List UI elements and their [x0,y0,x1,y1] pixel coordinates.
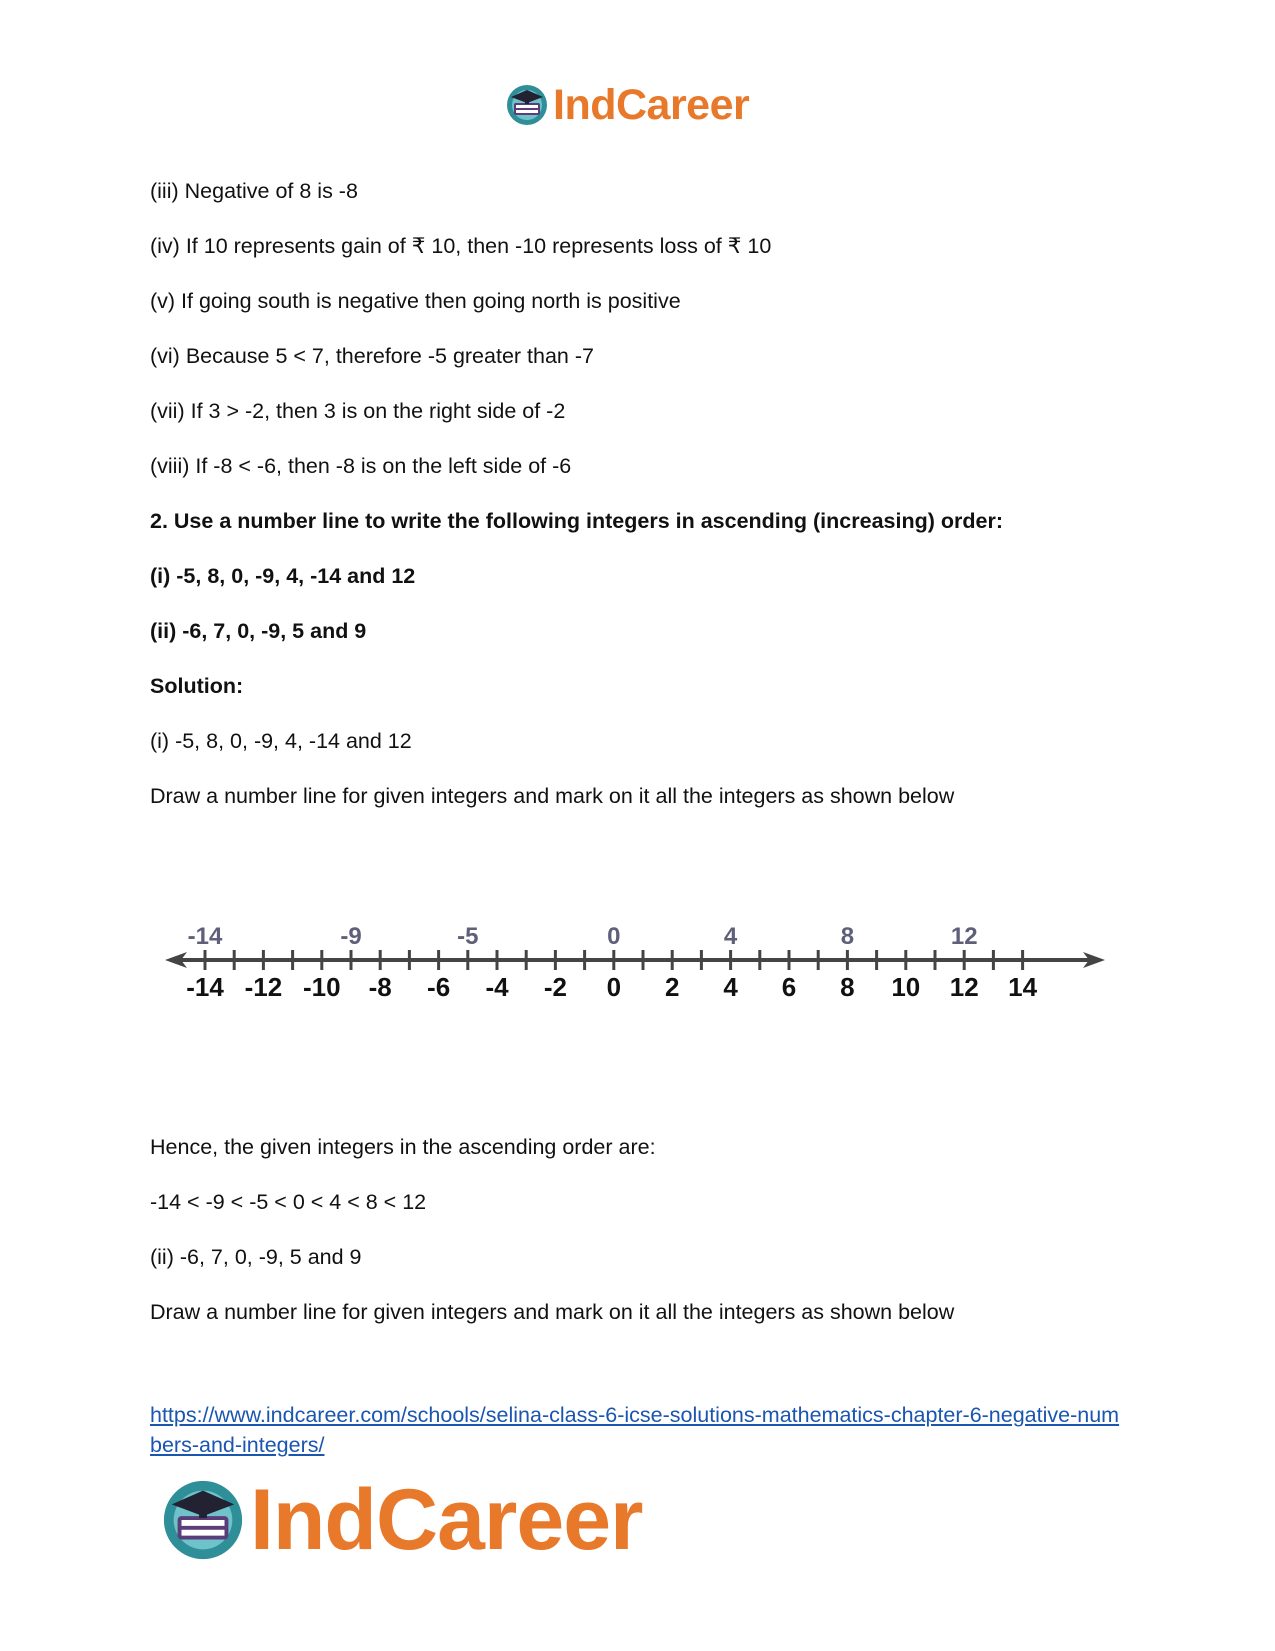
solution-heading: Solution: [150,674,244,698]
marked-integer-label: 4 [723,923,738,950]
source-link[interactable]: https://www.indcareer.com/schools/selina-class-6-icse-solutions-mathematics-chapter-6-negative-numbers-and-integers/ [150,1403,1120,1457]
text-line: (iv) If 10 represents gain of ₹ 10, then -10 represents loss of ₹ 10 [150,234,772,258]
tick-label: -12 [244,972,283,1002]
text-line: (vii) If 3 > -2, then 3 is on the right side of -2 [150,399,566,423]
text-line: (viii) If -8 < -6, then -8 is on the left side of -6 [150,454,572,478]
tick-label: 0 [606,972,622,1002]
text-line: (i) -5, 8, 0, -9, 4, -14 and 12 [150,729,412,753]
marked-integer-label: -9 [340,923,362,950]
tick-label: 10 [891,972,921,1002]
number-line-diagram [165,905,1110,1015]
text-line: Hence, the given integers in the ascending order are: [150,1135,656,1159]
question-part: (i) -5, 8, 0, -9, 4, -14 and 12 [150,564,416,588]
graduation-cap-book-icon [160,1477,246,1563]
marked-integer-label: -5 [457,923,479,950]
question-heading: 2. Use a number line to write the following integers in ascending (increasing) order: [150,509,1003,533]
tick-label: -4 [485,972,509,1002]
marked-integer-label: -14 [187,923,223,950]
text-line: (iii) Negative of 8 is -8 [150,179,358,203]
tick-label: 12 [949,972,979,1002]
text-line: (v) If going south is negative then going north is positive [150,289,681,313]
text-line: Draw a number line for given integers and mark on it all the integers as shown below [150,1300,955,1324]
tick-label: 8 [840,972,855,1002]
tick-label: -14 [186,972,224,1002]
text-line: (ii) -6, 7, 0, -9, 5 and 9 [150,1245,362,1269]
header-logo [505,80,749,130]
footer-logo [160,1471,643,1568]
brand-name: IndCareer [553,80,750,129]
tick-label: 4 [723,972,738,1002]
ascending-order-result: -14 < -9 < -5 < 0 < 4 < 8 < 12 [150,1190,427,1214]
text-line: Draw a number line for given integers and mark on it all the integers as shown below [150,784,955,808]
marked-integer-label: 0 [607,923,621,950]
tick-label: -6 [427,972,451,1002]
marked-integer-label: 8 [840,923,855,950]
graduation-cap-book-icon [505,83,549,127]
text-line: (vi) Because 5 < 7, therefore -5 greater than -7 [150,344,594,368]
tick-label: -10 [303,972,341,1002]
tick-label: 14 [1008,972,1038,1002]
tick-label: -8 [368,972,392,1002]
question-part: (ii) -6, 7, 0, -9, 5 and 9 [150,619,367,643]
tick-label: -2 [543,972,567,1002]
marked-integer-label: 12 [950,923,978,950]
tick-label: 6 [781,972,797,1002]
tick-label: 2 [664,972,680,1002]
brand-name: IndCareer [250,1471,643,1568]
